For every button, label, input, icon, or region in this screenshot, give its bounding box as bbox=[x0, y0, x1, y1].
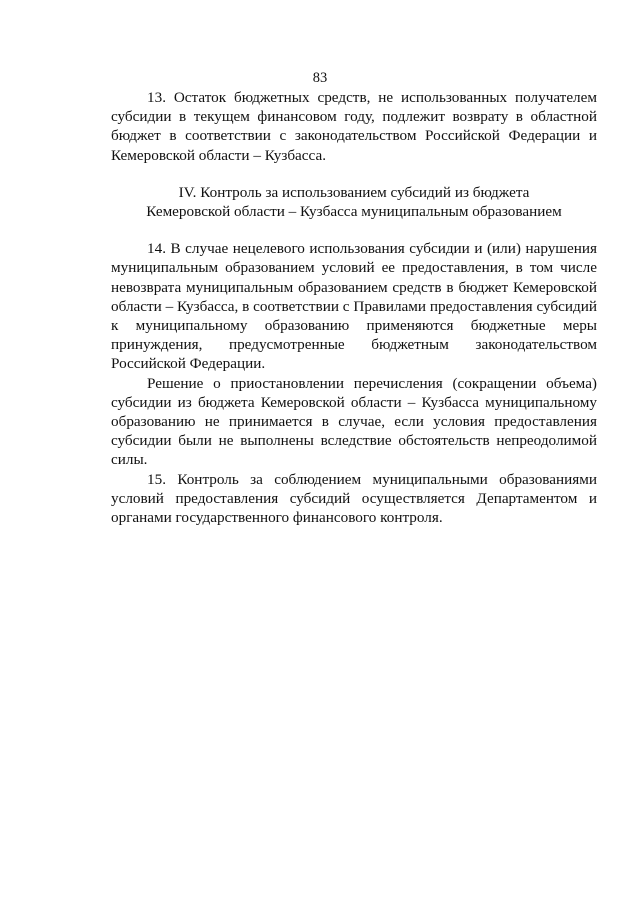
paragraph-15: 15. Контроль за соблюдением муниципальными образованиями условий предоставления субсидий осуществляется Департаментом и органами государственного финансового контроля. bbox=[111, 470, 597, 527]
paragraph-14: 14. В случае нецелевого использования субсидии и (или) нарушения муниципальным образованием условий ее предоставления, в том числе невозврата муниципальным образованием средств в бюджет Кемеровской области – Кузбасса, в соответствии с Правилами предоставления субсидий к муниципальному образованию применяются бюджетные меры принуждения, предусмотренные бюджетным законодательством Российской Федерации. bbox=[111, 240, 597, 373]
section-heading-line-1: IV. Контроль за использованием субсидий из бюджета bbox=[178, 183, 530, 201]
page-number: 83 bbox=[312, 70, 328, 86]
paragraph-14-decision: Решение о приостановлении перечисления (сокращении объема) субсидии из бюджета Кемеровской области – Кузбасса муниципальному образованию не принимается в случае, если условия предоставления субсидии были не выполнены вследствие обстоятельств непреодолимой силы. bbox=[111, 374, 597, 469]
paragraph-13: 13. Остаток бюджетных средств, не использованных получателем субсидии в текущем финансовом году, подлежит возврату в областной бюджет в соответствии с законодательством Российской Федерации и Кемеровской области – Кузбасса. bbox=[111, 89, 597, 164]
document-body bbox=[111, 88, 597, 527]
section-heading-line-2: Кемеровской области – Кузбасса муниципальным образованием bbox=[146, 203, 562, 221]
section-heading bbox=[111, 183, 597, 221]
